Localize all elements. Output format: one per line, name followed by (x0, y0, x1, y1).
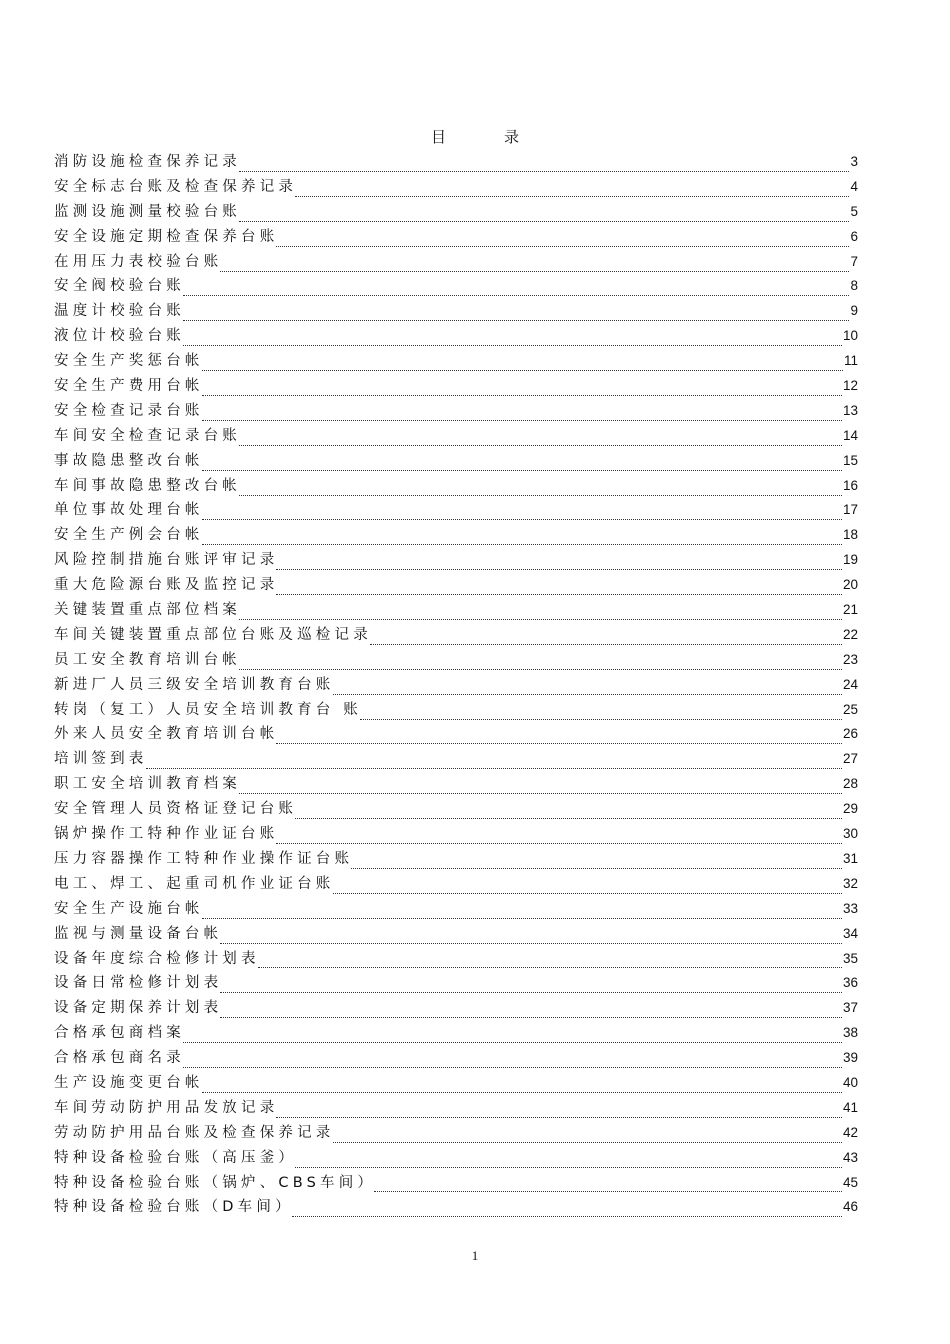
toc-entry-page-number: 41 (842, 1099, 858, 1115)
toc-entry[interactable] (54, 1071, 858, 1096)
toc-entry-label: 员工安全教育培训台帐 (54, 651, 241, 668)
toc-dot-leader (220, 257, 849, 272)
toc-dot-leader (333, 879, 842, 894)
toc-entry-page-number: 22 (842, 626, 858, 642)
toc-entry[interactable] (54, 598, 858, 623)
toc-title (0, 126, 950, 147)
toc-dot-leader (374, 1177, 842, 1192)
toc-entry-label: 安全生产费用台帐 (54, 378, 204, 395)
toc-entry[interactable] (54, 971, 858, 996)
toc-entry-page-number: 6 (850, 228, 858, 244)
toc-entry[interactable] (54, 996, 858, 1021)
toc-entry-label: 在用压力表校验台账 (54, 253, 223, 270)
toc-entry[interactable] (54, 847, 858, 872)
toc-entry-page-number: 11 (843, 353, 858, 369)
toc-entry[interactable] (54, 449, 858, 474)
toc-entry-page-number: 9 (850, 303, 858, 319)
toc-dot-leader (333, 1128, 842, 1143)
toc-entry-page-number: 4 (850, 178, 858, 194)
toc-entry-label: 设备年度综合检修计划表 (54, 950, 260, 967)
toc-entry-label: 重大危险源台账及监控记录 (54, 577, 279, 594)
toc-entry-label: 设备日常检修计划表 (54, 975, 223, 992)
toc-entry-page-number: 45 (842, 1174, 858, 1190)
toc-entry-label: 风险控制措施台账评审记录 (54, 552, 279, 569)
toc-entry-label: 新进厂人员三级安全培训教育台账 (54, 676, 335, 693)
toc-entry-label: 转岗（复工）人员安全培训教育台 账 (54, 701, 363, 718)
toc-entry[interactable] (54, 424, 858, 449)
toc-entry[interactable] (54, 648, 858, 673)
toc-entry-page-number: 3 (850, 154, 858, 169)
toc-entry-page-number: 20 (842, 577, 858, 593)
toc-entry-page-number: 29 (842, 801, 858, 817)
toc-entry-page-number: 18 (842, 527, 858, 543)
toc-entry-page-number: 36 (842, 975, 858, 991)
toc-entry-page-number: 33 (842, 900, 858, 916)
toc-dot-leader (239, 779, 842, 794)
toc-entry-page-number: 19 (842, 552, 858, 568)
toc-entry[interactable] (54, 250, 858, 275)
toc-dot-leader (239, 157, 849, 172)
toc-entry-label: 特种设备检验台账（锅炉、CBS车间） (54, 1174, 377, 1191)
toc-entry-page-number: 32 (842, 875, 858, 891)
toc-entry-page-number: 28 (842, 776, 858, 792)
toc-dot-leader (183, 1053, 842, 1068)
toc-entry-label: 生产设施变更台帐 (54, 1074, 204, 1091)
toc-entry-label: 外来人员安全教育培训台帐 (54, 726, 279, 743)
toc-entry[interactable] (54, 747, 858, 772)
toc-entry[interactable] (54, 573, 858, 598)
toc-entry[interactable] (54, 200, 858, 225)
toc-dot-leader (276, 1103, 842, 1118)
toc-entry-page-number: 7 (850, 253, 858, 269)
toc-entry-label: 安全生产奖惩台帐 (54, 353, 204, 370)
toc-entry-label: 特种设备检验台账（D车间） (54, 1199, 294, 1216)
toc-entry-label: 安全检查记录台账 (54, 402, 204, 419)
toc-entry-label: 电工、焊工、起重司机作业证台账 (54, 875, 335, 892)
toc-dot-leader (292, 1202, 842, 1217)
toc-entry[interactable] (54, 324, 858, 349)
toc-entry-page-number: 30 (842, 826, 858, 842)
toc-entry[interactable] (54, 474, 858, 499)
toc-entry[interactable] (54, 225, 858, 250)
toc-entry-page-number: 8 (850, 278, 858, 294)
toc-entry[interactable] (54, 548, 858, 573)
toc-entry-page-number: 37 (842, 1000, 858, 1016)
toc-entry[interactable] (54, 1146, 858, 1171)
toc-dot-leader (183, 331, 842, 346)
toc-entry-page-number: 43 (842, 1149, 858, 1165)
toc-entry-label: 液位计校验台账 (54, 328, 185, 345)
toc-dot-leader (202, 505, 842, 520)
toc-entry-page-number: 34 (842, 925, 858, 941)
toc-dot-leader (258, 953, 842, 968)
toc-entry[interactable] (54, 523, 858, 548)
toc-entry-label: 安全设施定期检查保养台账 (54, 228, 279, 245)
toc-entry-label: 压力容器操作工特种作业操作证台账 (54, 850, 354, 867)
toc-dot-leader (276, 829, 842, 844)
toc-dot-leader (202, 381, 842, 396)
toc-dot-leader (295, 1153, 842, 1168)
toc-entry-page-number: 24 (842, 676, 858, 692)
toc-entry-page-number: 35 (842, 950, 858, 966)
toc-dot-leader (276, 232, 849, 247)
toc-entry-label: 设备定期保养计划表 (54, 1000, 223, 1017)
toc-entry-label: 培训签到表 (54, 751, 148, 768)
toc-dot-leader (351, 854, 842, 869)
toc-dot-leader (239, 431, 842, 446)
toc-entry-label: 车间劳动防护用品发放记录 (54, 1099, 279, 1116)
toc-entry-label: 特种设备检验台账（高压釜） (54, 1149, 298, 1166)
page-number: 1 (471, 1248, 479, 1263)
toc-entry-label: 合格承包商档案 (54, 1025, 185, 1042)
toc-entry-label: 事故隐患整改台帐 (54, 452, 204, 469)
toc-entry-label: 安全生产例会台帐 (54, 527, 204, 544)
toc-entry[interactable] (54, 374, 858, 399)
toc-entry-label: 监测设施测量校验台账 (54, 203, 241, 220)
toc-entry[interactable] (54, 772, 858, 797)
toc-entry-page-number: 39 (842, 1050, 858, 1066)
toc-entry-page-number: 13 (842, 402, 858, 418)
toc-entry[interactable] (54, 150, 858, 175)
toc-entry[interactable] (54, 722, 858, 747)
toc-dot-leader (370, 630, 842, 645)
toc-entry[interactable] (54, 1121, 858, 1146)
toc-entry[interactable] (54, 175, 858, 200)
toc-entry[interactable] (54, 399, 858, 424)
toc-entry-label: 车间事故隐患整改台帐 (54, 477, 241, 494)
toc-list (54, 150, 858, 1220)
toc-entry[interactable] (54, 1096, 858, 1121)
toc-dot-leader (239, 207, 849, 222)
toc-dot-leader (220, 978, 842, 993)
toc-title-left: 目 (430, 128, 446, 146)
toc-entry-page-number: 10 (842, 328, 858, 344)
toc-entry-label: 安全管理人员资格证登记台账 (54, 801, 298, 818)
toc-dot-leader (360, 705, 842, 720)
toc-entry[interactable] (54, 623, 858, 648)
toc-entry-page-number: 40 (842, 1074, 858, 1090)
toc-entry-page-number: 5 (850, 203, 858, 219)
toc-entry-page-number: 27 (842, 751, 858, 767)
toc-entry[interactable] (54, 797, 858, 822)
toc-entry-label: 安全阀校验台账 (54, 278, 185, 295)
toc-entry[interactable] (54, 1195, 858, 1220)
toc-dot-leader (276, 729, 842, 744)
toc-entry-label: 合格承包商名录 (54, 1050, 185, 1067)
toc-entry-page-number: 42 (842, 1124, 858, 1140)
toc-entry-label: 监视与测量设备台帐 (54, 925, 223, 942)
toc-entry-label: 关键装置重点部位档案 (54, 602, 241, 619)
toc-dot-leader (202, 530, 842, 545)
toc-dot-leader (276, 580, 842, 595)
toc-entry[interactable] (54, 872, 858, 897)
toc-entry[interactable] (54, 822, 858, 847)
toc-dot-leader (183, 306, 849, 321)
toc-entry-page-number: 23 (842, 651, 858, 667)
toc-entry[interactable] (54, 947, 858, 972)
toc-entry-label: 安全生产设施台帐 (54, 900, 204, 917)
toc-entry[interactable] (54, 1046, 858, 1071)
toc-entry[interactable] (54, 673, 858, 698)
toc-entry-label: 温度计校验台账 (54, 303, 185, 320)
toc-dot-leader (295, 804, 842, 819)
toc-entry[interactable] (54, 1021, 858, 1046)
toc-entry-label: 劳动防护用品台账及检查保养记录 (54, 1124, 335, 1141)
toc-dot-leader (202, 456, 842, 471)
toc-entry[interactable] (54, 897, 858, 922)
toc-entry-page-number: 26 (842, 726, 858, 742)
toc-entry-page-number: 31 (842, 850, 858, 866)
toc-entry-page-number: 16 (842, 477, 858, 493)
toc-entry[interactable] (54, 1171, 858, 1196)
toc-dot-leader (333, 680, 842, 695)
toc-entry-label: 车间安全检查记录台账 (54, 427, 241, 444)
toc-dot-leader (183, 281, 849, 296)
toc-entry[interactable] (54, 698, 858, 723)
toc-entry-label: 车间关键装置重点部位台账及巡检记录 (54, 626, 372, 643)
toc-entry-page-number: 14 (842, 427, 858, 443)
toc-dot-leader (202, 904, 842, 919)
toc-entry-page-number: 25 (842, 701, 858, 717)
toc-entry-page-number: 21 (842, 602, 858, 618)
toc-entry-page-number: 15 (842, 452, 858, 468)
toc-entry-label: 职工安全培训教育档案 (54, 776, 241, 793)
toc-dot-leader (220, 929, 842, 944)
toc-entry[interactable] (54, 498, 858, 523)
toc-entry-page-number: 12 (842, 378, 858, 394)
toc-dot-leader (239, 481, 842, 496)
toc-title-right: 录 (504, 128, 520, 146)
toc-entry-label: 锅炉操作工特种作业证台账 (54, 826, 279, 843)
toc-entry-label: 安全标志台账及检查保养记录 (54, 178, 298, 195)
toc-dot-leader (202, 1078, 842, 1093)
toc-entry[interactable] (54, 299, 858, 324)
toc-dot-leader (239, 605, 842, 620)
toc-entry-label: 单位事故处理台帐 (54, 502, 204, 519)
toc-dot-leader (295, 182, 849, 197)
toc-entry-page-number: 46 (842, 1199, 858, 1215)
toc-entry-page-number: 38 (842, 1025, 858, 1041)
toc-entry[interactable] (54, 922, 858, 947)
toc-entry[interactable] (54, 349, 858, 374)
toc-dot-leader (239, 655, 842, 670)
toc-entry-label: 消防设施检查保养记录 (54, 154, 241, 170)
toc-dot-leader (146, 754, 842, 769)
toc-dot-leader (202, 356, 843, 371)
toc-entry-page-number: 17 (842, 502, 858, 518)
toc-dot-leader (202, 406, 842, 421)
toc-entry[interactable] (54, 274, 858, 299)
toc-dot-leader (220, 1003, 842, 1018)
toc-dot-leader (276, 555, 842, 570)
toc-dot-leader (183, 1028, 842, 1043)
